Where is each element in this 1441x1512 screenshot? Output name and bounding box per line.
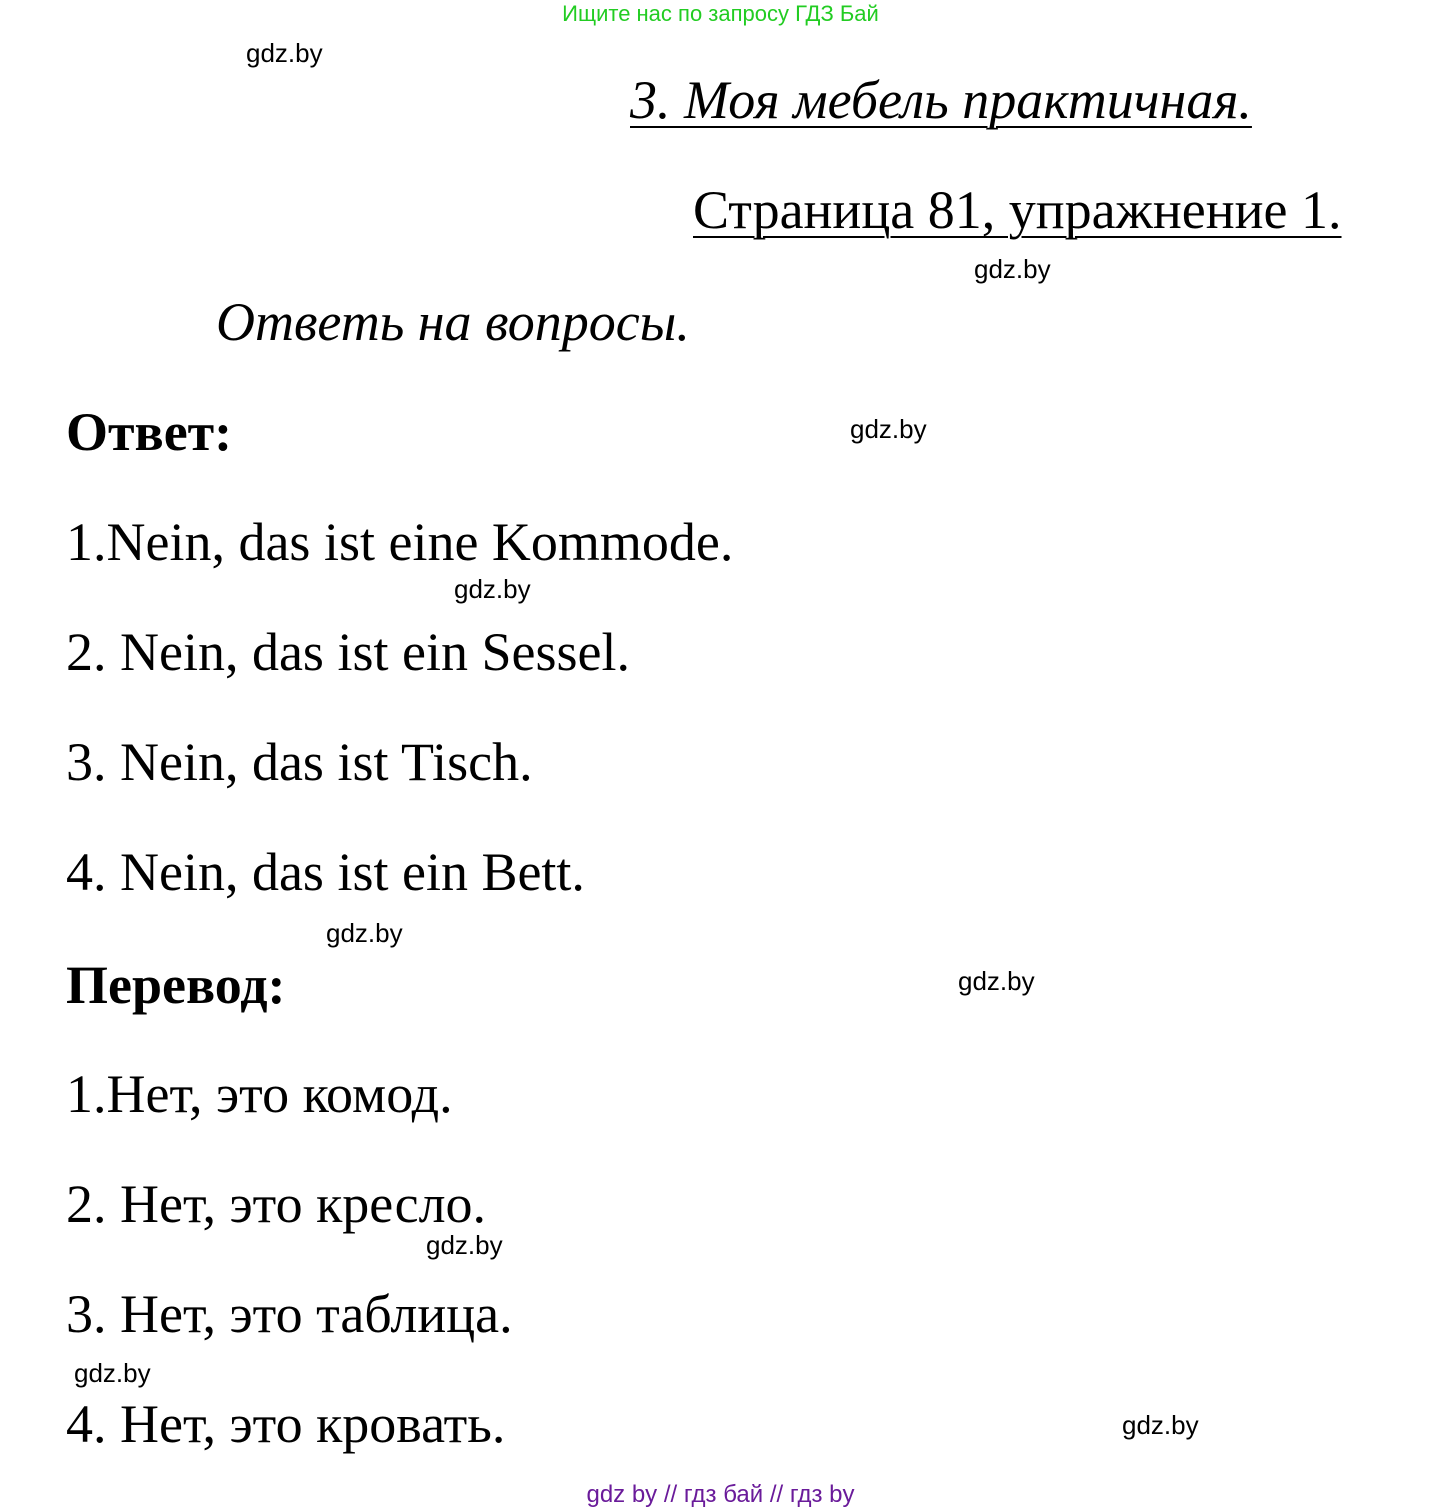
watermark: gdz.by [958, 966, 1035, 996]
translation-line: 2. Нет, это кресло. [66, 1174, 487, 1234]
chapter-title: 3. Моя мебель практичная. [630, 70, 1252, 130]
translation-line: 1.Нет, это комод. [66, 1064, 453, 1124]
answer-line: 2. Nein, das ist ein Sessel. [66, 622, 630, 682]
watermark: gdz.by [850, 414, 927, 444]
watermark: gdz.by [1122, 1410, 1199, 1440]
footer-links: gdz by // гдз бай // гдз by [586, 1481, 855, 1508]
translation-line: 4. Нет, это кровать. [66, 1394, 506, 1454]
task-instruction: Ответь на вопросы. [216, 292, 690, 352]
watermark: gdz.by [974, 254, 1051, 284]
answer-line: 4. Nein, das ist ein Bett. [66, 842, 585, 902]
watermark: gdz.by [326, 918, 403, 948]
top-banner: Ищите нас по запросу ГДЗ Бай [562, 1, 879, 26]
answer-line: 1.Nein, das ist eine Kommode. [66, 512, 734, 572]
watermark: gdz.by [454, 574, 531, 604]
translation-heading: Перевод: [66, 955, 286, 1015]
watermark: gdz.by [246, 38, 323, 68]
translation-line: 3. Нет, это таблица. [66, 1284, 513, 1344]
answer-heading: Ответ: [66, 402, 233, 462]
watermark: gdz.by [426, 1230, 503, 1260]
page-reference: Страница 81, упражнение 1. [693, 180, 1342, 240]
watermark: gdz.by [74, 1358, 151, 1388]
answer-line: 3. Nein, das ist Tisch. [66, 732, 533, 792]
